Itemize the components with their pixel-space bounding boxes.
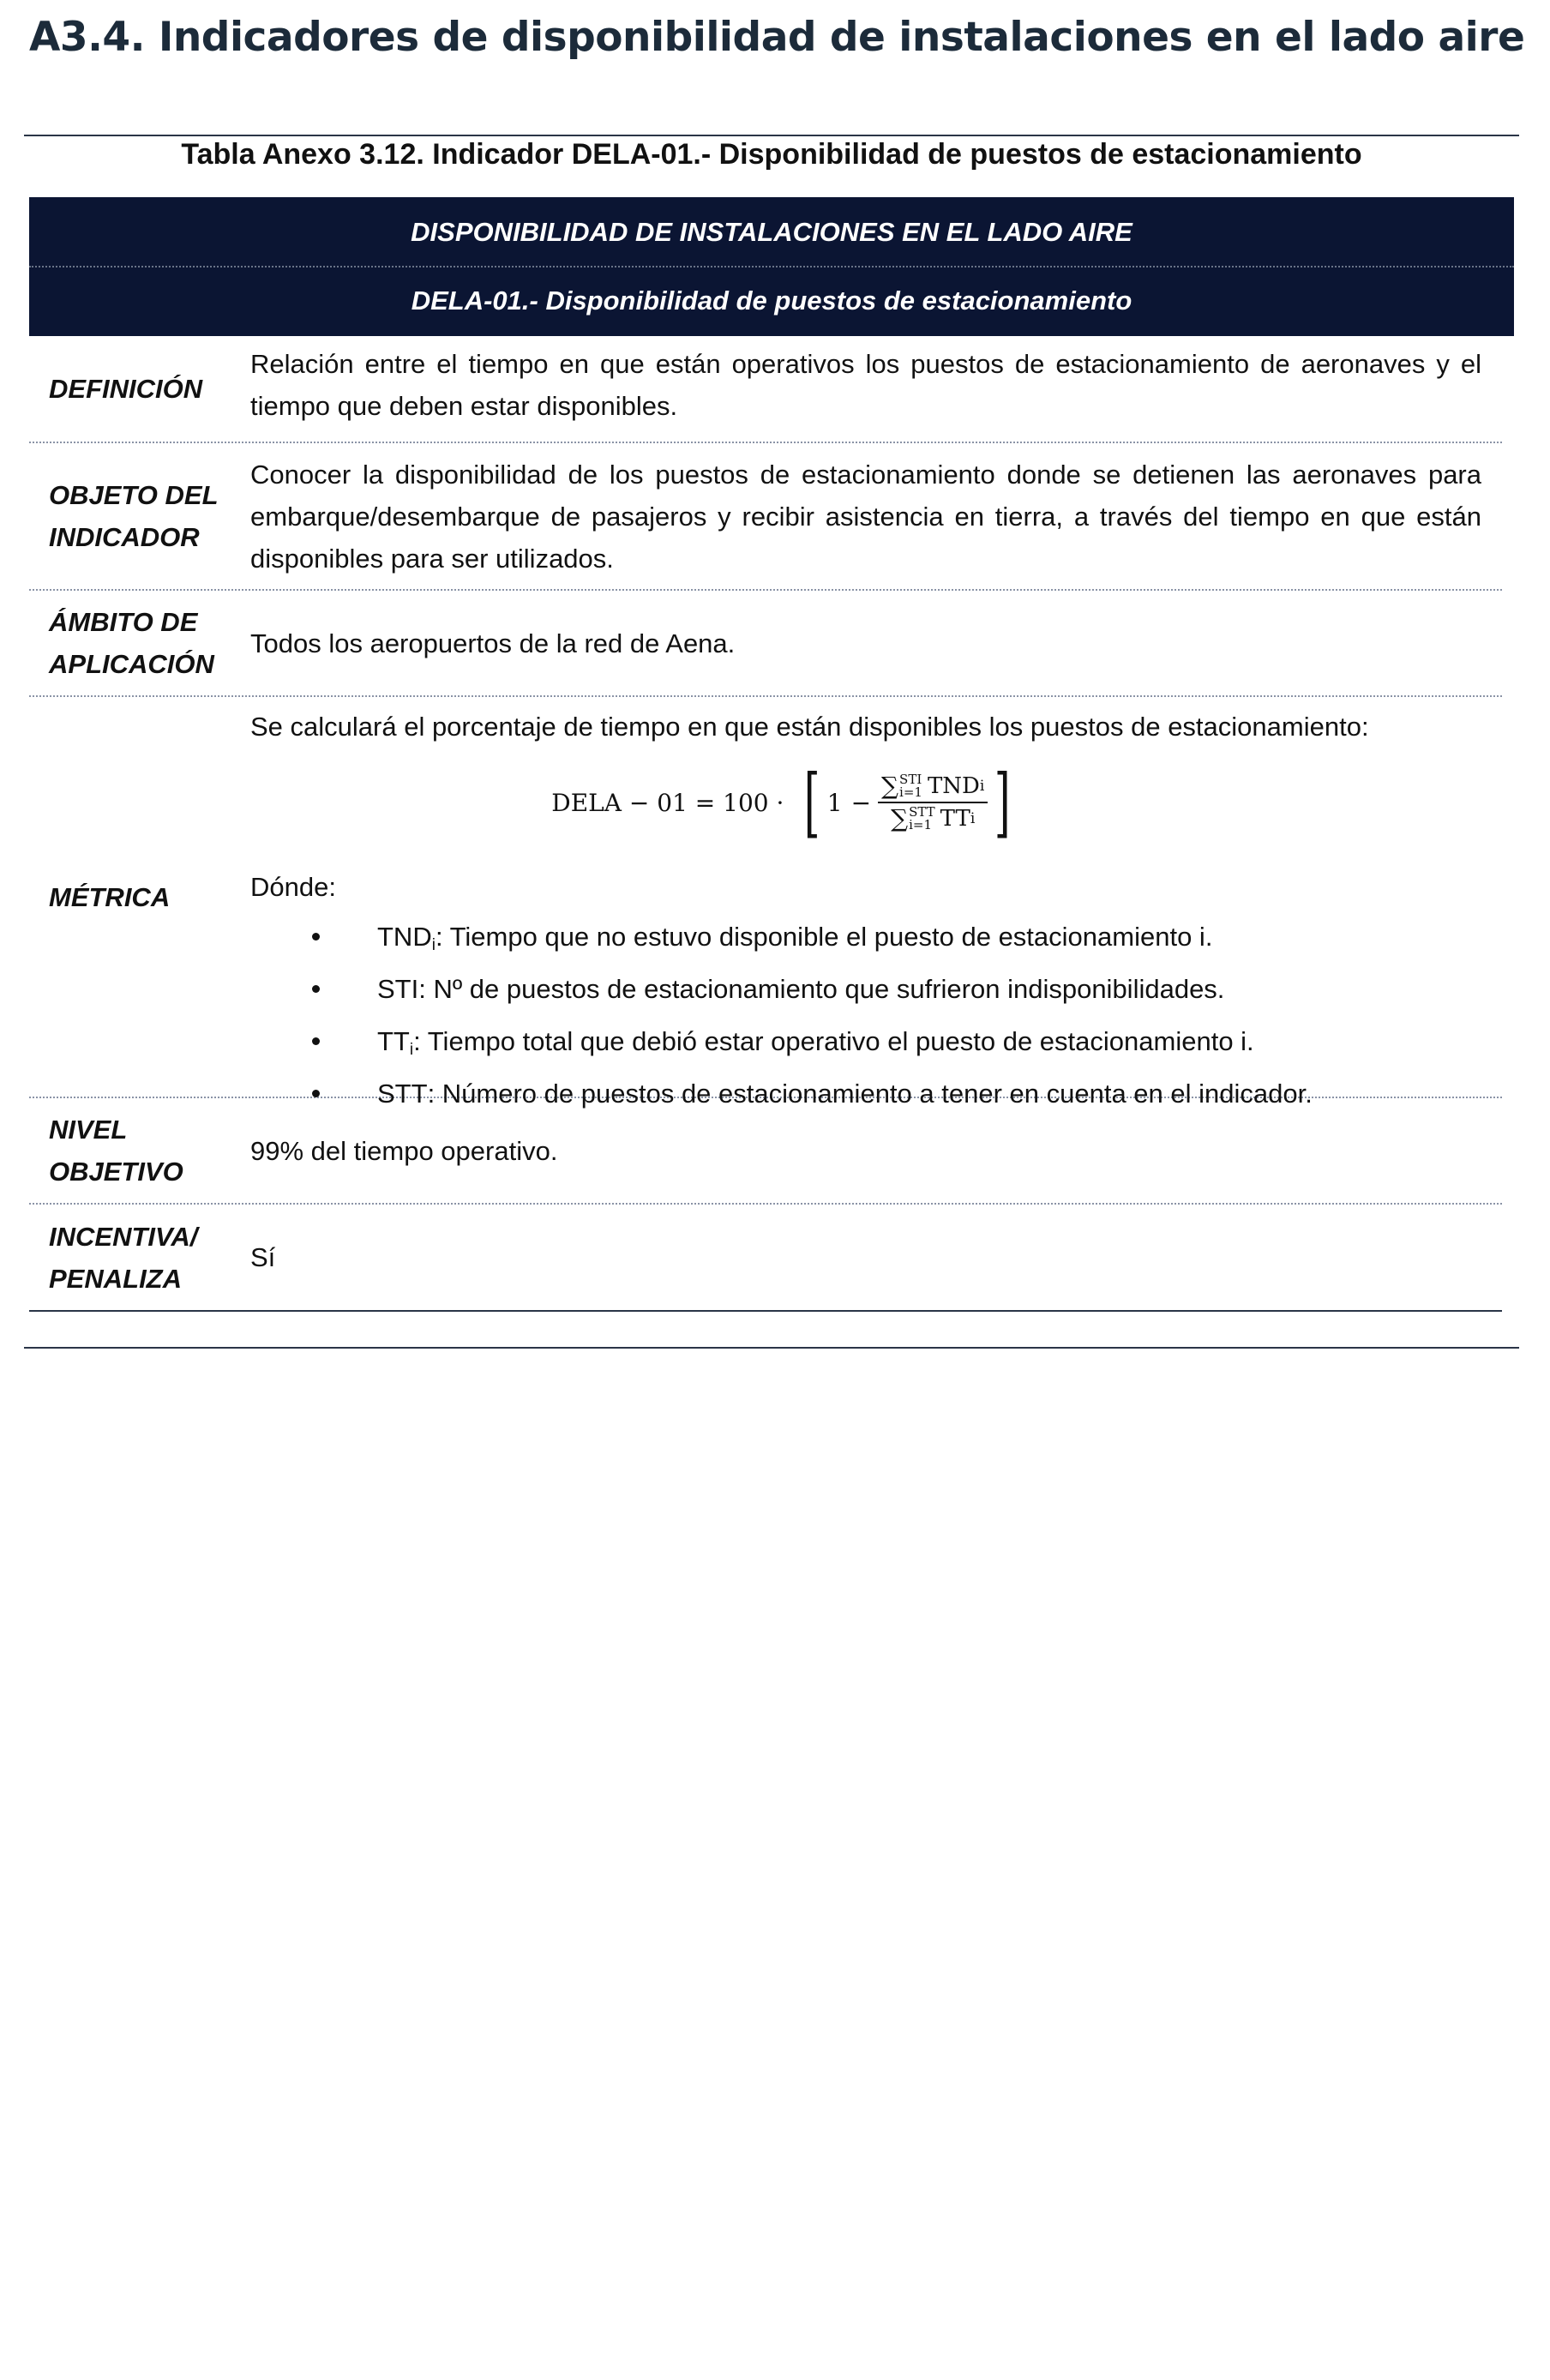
bullet-dot-icon	[312, 933, 320, 941]
formula-lhs: DELA − 01 = 100 ·	[551, 788, 784, 817]
formula-num-var: TND	[927, 773, 980, 799]
bullet-text: : Tiempo total que debió estar operativo el puesto de estacionamiento i.	[413, 1026, 1254, 1056]
bullet-term: STI	[377, 974, 419, 1004]
metrica-bullet-list	[250, 915, 1481, 1124]
row-metrica	[29, 697, 1502, 1109]
formula-den-var: TT	[940, 806, 970, 832]
formula-one: 1	[826, 788, 843, 817]
row-label-incentiva: INCENTIVA/ PENALIZA	[49, 1221, 198, 1294]
bullet-term-sub: i	[431, 936, 436, 954]
metrica-formula	[250, 749, 1481, 856]
formula-bracket-group	[797, 758, 1017, 846]
table-top-rule	[24, 135, 1519, 136]
table-header-category: DISPONIBILIDAD DE INSTALACIONES EN EL LADO AIRE	[29, 197, 1514, 267]
bullet-dot-icon	[312, 985, 320, 993]
formula-num-lower: i=1	[899, 784, 922, 800]
row-text-objeto: Conocer la disponibilidad de los puestos de estacionamiento donde se detienen las aeronaves para embarque/desembarque de pasajeros y recibir asistencia en tierra, a través del tiempo en que están disponibles para ser utilizados.	[250, 460, 1481, 574]
row-label-objeto: OBJETO DEL INDICADOR	[49, 480, 218, 552]
row-content-metrica	[250, 697, 1502, 1109]
row-objeto	[29, 443, 1502, 591]
row-text-definicion: Relación entre el tiempo en que están operativos los puestos de estacionamiento de aeronaves y el tiempo que deben estar disponibles.	[250, 349, 1481, 421]
formula-den-sub: i	[970, 810, 976, 827]
bullet-dot-icon	[312, 1037, 320, 1045]
bullet-term-sub: i	[409, 1041, 414, 1059]
bullet-term: TT	[377, 1026, 410, 1056]
row-label-ambito: ÁMBITO DE APLICACIÓN	[49, 607, 214, 679]
formula-num-sum: ∑	[881, 772, 899, 800]
list-item	[250, 915, 1481, 967]
row-label-nivel: NIVEL OBJETIVO	[49, 1115, 183, 1187]
bullet-term: STT	[377, 1079, 428, 1109]
row-text-ambito: Todos los aeropuertos de la red de Aena.	[250, 628, 736, 658]
list-item	[250, 967, 1481, 1019]
row-incentiva	[29, 1205, 1502, 1312]
bullet-text: : Nº de puestos de estacionamiento que sufrieron indisponibilidades.	[418, 974, 1225, 1004]
formula-den-upper: STT	[909, 804, 935, 820]
formula-den-sum: ∑	[891, 804, 909, 832]
formula-fraction-bar	[878, 802, 988, 803]
formula-numerator	[878, 773, 988, 799]
formula-num-upper: STI	[899, 772, 922, 787]
row-ambito	[29, 591, 1502, 697]
bullet-term: TND	[377, 922, 432, 952]
row-label-metrica: MÉTRICA	[49, 881, 171, 912]
bullet-text: : Número de puestos de estacionamiento a tener en cuenta en el indicador.	[427, 1079, 1313, 1109]
formula-num-limits	[899, 773, 922, 799]
table-bottom-rule	[24, 1347, 1519, 1349]
bullet-text: : Tiempo que no estuvo disponible el puesto de estacionamiento i.	[435, 922, 1213, 952]
list-item	[250, 1019, 1481, 1072]
row-text-incentiva: Sí	[250, 1242, 276, 1272]
row-definicion	[29, 336, 1502, 443]
formula-num-sub: i	[979, 778, 985, 795]
row-text-nivel: 99% del tiempo operativo.	[250, 1135, 558, 1166]
metrica-donde: Dónde:	[250, 872, 336, 902]
table-header-indicator: DELA-01.- Disponibilidad de puestos de estacionamiento	[29, 267, 1514, 336]
table-caption: Tabla Anexo 3.12. Indicador DELA-01.- Disponibilidad de puestos de estacionamiento	[181, 138, 1362, 171]
formula-minus: −	[850, 788, 872, 817]
indicator-table	[29, 197, 1514, 1312]
formula-fraction	[878, 773, 988, 832]
formula-den-limits	[909, 806, 935, 832]
formula-close-bracket: ]	[994, 758, 1011, 846]
row-label-definicion: DEFINICIÓN	[49, 374, 203, 404]
list-item	[250, 1072, 1481, 1124]
formula-open-bracket: [	[804, 758, 821, 846]
bullet-dot-icon	[312, 1090, 320, 1097]
section-title: A3.4. Indicadores de disponibilidad de instalaciones en el lado aire	[29, 14, 1525, 61]
metrica-intro: Se calculará el porcentaje de tiempo en que están disponibles los puestos de estacionamiento:	[250, 712, 1369, 742]
formula-den-lower: i=1	[909, 817, 933, 832]
formula-denominator	[887, 806, 978, 832]
